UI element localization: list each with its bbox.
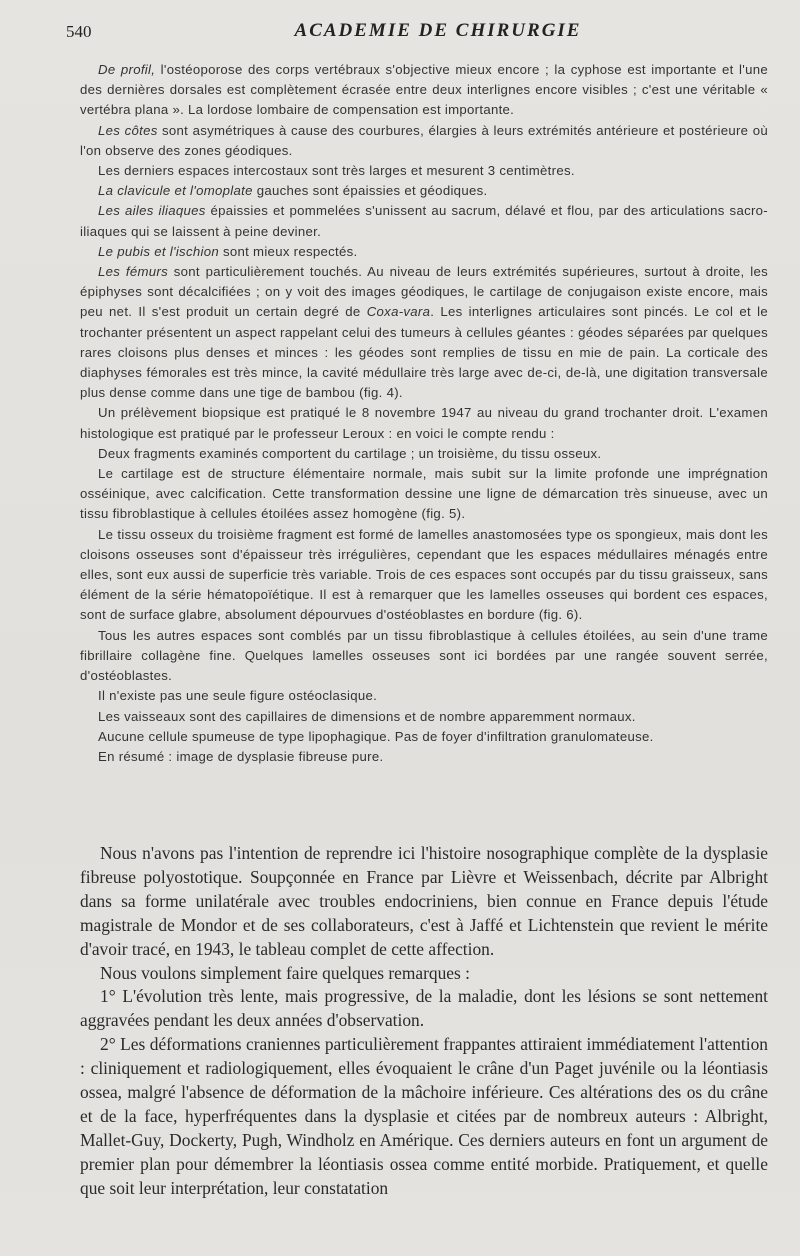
paragraph-text: sont particulièrement touchés. Au niveau de leurs extrémités supérieures, surtout à droite, les épiphyses sont décalcifiées ; on y voit des images géodiques, le cartilage de conjugaison existe encore, mais peu net. Il s'est produit un certain degré de xyxy=(80,264,768,320)
paragraph-intercostal xyxy=(80,161,768,181)
paragraph-text: Les vaisseaux sont des capillaires de dimensions et de nombre apparemment normaux. xyxy=(98,708,636,724)
paragraph-osteoclasic xyxy=(80,686,768,706)
paragraph-text-tail: . Les interlignes articulaires sont pincés. Le col et le trochanter présentent un aspect rappelant celui des tumeurs à cellules géantes : géodes séparées par quelques rares cloisons plus denses et minces : les géodes sont remplies de tissu en mie de pain. La corticale des diaphyses fémorales est très mince, la cavité médullaire très large avec de-ci, de-là, une digitation transversale plus dense comme dans une tige de bambou (fig. 4). xyxy=(80,304,768,401)
paragraph-text: Le tissu osseux du troisième fragment est formé de lamelles anastomosées type os spongieux, mais dont les cloisons osseuses sont d'épaisseur très irrégulières, cependant que les espaces médullaires ménagés entre elles, sont eux aussi de superficie très variable. Trois de ces espaces sont occupés par du tissu graisseux, sans élément de la série hématopoïétique. Il est à remarquer que les lamelles osseuses qui bordent ces espaces, sont de surface glabre, absolument dépourvues d'ostéoblastes en bordure (fig. 6). xyxy=(80,526,768,623)
running-title: ACADEMIE DE CHIRURGIE xyxy=(294,20,582,41)
paragraph-text: Tous les autres espaces sont comblés par un tissu fibroblastique à cellules étoilées, au sein d'une trame fibrillaire collagène fine. Quelques lamelles osseuses sont ici bordées par une rangée souvent serrée, d'ostéoblastes. xyxy=(80,627,768,684)
paragraph-text: Un prélèvement biopsique est pratiqué le 8 novembre 1947 au niveau du grand trochanter droit. L'examen histologique est pratiqué par le professeur Leroux : en voici le compte rendu : xyxy=(80,405,768,441)
discussion-paragraph: 1° L'évolution très lente, mais progressive, de la maladie, dont les lésions se sont nettement aggravées pendant les deux années d'observation. xyxy=(80,986,768,1031)
paragraph-text: Aucune cellule spumeuse de type lipophagique. Pas de foyer d'infiltration granulomateuse. xyxy=(98,728,654,744)
paragraph-femurs xyxy=(80,262,768,403)
paragraph-ribs xyxy=(80,121,768,161)
paragraph-text: sont asymétriques à cause des courbures, élargies à leurs extrémités antérieure et postérieure où l'on observe des zones géodiques. xyxy=(80,122,768,158)
case-report-section xyxy=(80,60,768,767)
paragraph-text: l'ostéoporose des corps vertébraux s'objective mieux encore ; la cyphose est importante et l'une des dernières dorsales est complètement écrasée entre deux interlignes encore visibles ; c'est une véritable « vertébra plana ». La lordose lombaire de compensation est importante. xyxy=(80,62,768,118)
paragraph-text: Les derniers espaces intercostaux sont très larges et mesurent 3 centimètres. xyxy=(98,163,575,179)
paragraph-clavicle xyxy=(80,181,768,201)
page-header xyxy=(66,18,770,48)
paragraph-text: Il n'existe pas une seule figure ostéoclasique. xyxy=(98,688,378,704)
paragraph-iliac xyxy=(80,201,768,241)
paragraph-cartilage xyxy=(80,464,768,525)
paragraph-other-spaces xyxy=(80,626,768,687)
paragraph-lead: La clavicule et l'omoplate xyxy=(98,183,253,199)
page-number: 540 xyxy=(66,22,92,41)
paragraph-lead: Les ailes iliaques xyxy=(98,203,206,219)
paragraph-profile xyxy=(80,60,768,121)
paragraph-lead: Le pubis et l'ischion xyxy=(98,243,219,259)
paragraph-text: Deux fragments examinés comportent du cartilage ; un troisième, du tissu osseux. xyxy=(98,445,602,461)
paragraph-text: épaissies et pommelées s'unissent au sacrum, délavé et flou, par des articulations sacro-iliaques qui se laissent à peine deviner. xyxy=(80,203,768,239)
paragraph-biopsy xyxy=(80,403,768,443)
discussion-paragraph: Nous n'avons pas l'intention de reprendre ici l'histoire nosographique complète de la dysplasie fibreuse polyostotique. Soupçonnée en France par Lièvre et Weissenbach, décrite par Albright dans sa forme unilatérale avec troubles endocriniens, bien connue en France depuis l'étude magistrale de Mondor et de ses collaborateurs, c'est à Jaffé et Lichtenstein que revient le mérite d'avoir tracé, en 1943, le tableau complet de cette affection. xyxy=(80,843,768,959)
paragraph-text: gauches sont épaissies et géodiques. xyxy=(252,183,488,199)
discussion-section xyxy=(80,842,768,1201)
paragraph-lead: De profil, xyxy=(98,62,156,77)
discussion-paragraph: Nous voulons simplement faire quelques remarques : xyxy=(100,962,470,983)
paragraph-vessels xyxy=(80,707,768,727)
paragraph-bone-tissue xyxy=(80,525,768,626)
paragraph-text: sont mieux respectés. xyxy=(218,243,358,259)
paragraph-fragments xyxy=(80,444,768,464)
discussion-paragraph: 2° Les déformations craniennes particulièrement frappantes attiraient immédiatement l'attention : cliniquement et radiologiquement, elles évoquaient le crâne d'un Paget juvénile ou la léontiasis ossea, malgré l'absence de déformation de la mâchoire inférieure. Ces altérations des os du crâne et de la face, hyperfréquentes dans la dysplasie et citées par de nombreux auteurs : Albright, Mallet-Guy, Dockerty, Pugh, Windholz en Amérique. Ces derniers auteurs en font un argument de premier plan pour démembrer la léontiasis ossea comme entité morbide. Pratiquement, et quelle que soit leur interprétation, leur constatation xyxy=(80,1034,768,1198)
paragraph-text: En résumé : image de dysplasie fibreuse pure. xyxy=(98,748,384,764)
paragraph-lead: Les fémurs xyxy=(98,264,168,280)
paragraph-spumeuse xyxy=(80,727,768,747)
paragraph-italic-term: Coxa-vara xyxy=(366,304,431,320)
paragraph-pubis xyxy=(80,242,768,262)
paragraph-text: Le cartilage est de structure élémentaire normale, mais subit sur la limite profonde une imprégnation osséinique, avec calcification. Cette transformation dessine une ligne de démarcation très sinueuse, avec un tissu fibroblastique à cellules étoilées assez homogène (fig. 5). xyxy=(80,466,768,522)
paragraph-summary xyxy=(80,747,768,767)
paragraph-lead: Les côtes xyxy=(98,122,158,138)
